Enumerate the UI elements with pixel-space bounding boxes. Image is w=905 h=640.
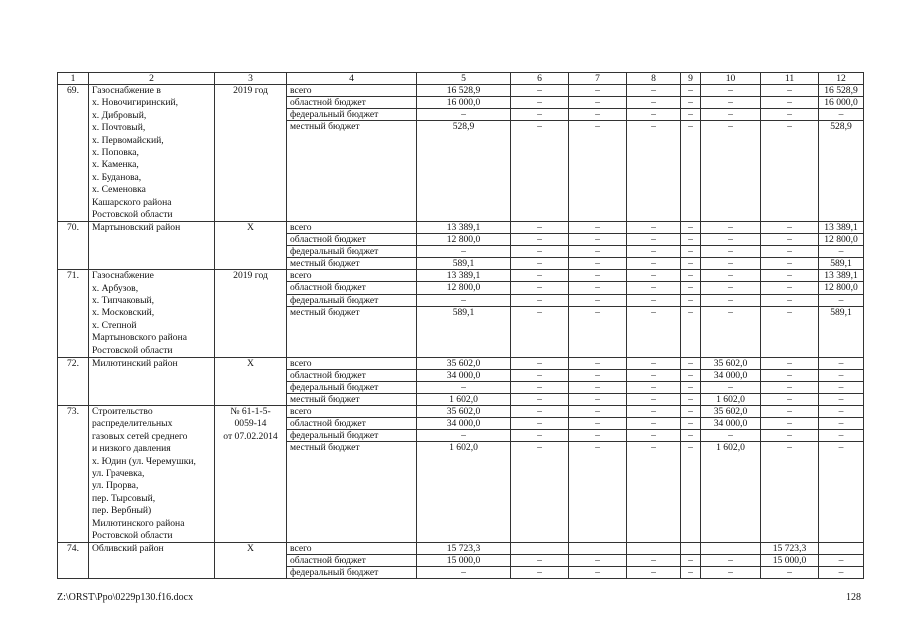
value-cell: – xyxy=(511,382,569,394)
object-name-line: и низкого давления xyxy=(92,443,171,455)
value-cell: – xyxy=(681,358,701,370)
value-cell: – xyxy=(681,282,701,294)
funding-source: всего xyxy=(287,85,417,97)
document-ref xyxy=(215,543,287,579)
value-cell: – xyxy=(627,306,681,357)
column-header: 9 xyxy=(681,73,701,85)
funding-source: местный бюджет xyxy=(287,442,417,543)
value-cell: – xyxy=(701,294,761,306)
value-cell: – xyxy=(627,430,681,442)
value-cell: 35 602,0 xyxy=(701,406,761,418)
value-cell: – xyxy=(569,394,627,406)
value-cell: – xyxy=(511,370,569,382)
value-cell: – xyxy=(819,430,864,442)
funding-source: областной бюджет xyxy=(287,418,417,430)
value-cell: – xyxy=(417,294,511,306)
document-ref-line: 0059-14 xyxy=(234,418,267,430)
value-cell: – xyxy=(627,282,681,294)
value-cell: – xyxy=(819,555,864,567)
value-cell: – xyxy=(701,555,761,567)
table-row xyxy=(58,222,864,234)
value-cell: – xyxy=(627,382,681,394)
value-cell: – xyxy=(761,394,819,406)
value-cell: 16 000,0 xyxy=(819,97,864,109)
document-ref-line: № 61-1-5- xyxy=(230,406,271,418)
value-cell: 16 528,9 xyxy=(417,85,511,97)
column-header: 12 xyxy=(819,73,864,85)
value-cell: – xyxy=(627,246,681,258)
column-header: 10 xyxy=(701,73,761,85)
value-cell: – xyxy=(511,234,569,246)
value-cell: – xyxy=(569,85,627,97)
value-cell: – xyxy=(761,282,819,294)
object-name-line: х. Семеновка xyxy=(92,184,146,196)
value-cell: – xyxy=(627,222,681,234)
object-name xyxy=(89,358,215,406)
value-cell: 15 000,0 xyxy=(417,555,511,567)
column-header: 7 xyxy=(569,73,627,85)
value-cell: 13 389,1 xyxy=(417,270,511,282)
value-cell xyxy=(701,543,761,555)
value-cell: – xyxy=(819,567,864,579)
value-cell: – xyxy=(569,246,627,258)
value-cell: – xyxy=(701,306,761,357)
value-cell: 1 602,0 xyxy=(701,442,761,543)
funding-source: всего xyxy=(287,406,417,418)
value-cell: – xyxy=(681,109,701,121)
value-cell: – xyxy=(819,294,864,306)
value-cell: – xyxy=(819,370,864,382)
funding-source: всего xyxy=(287,358,417,370)
budget-table xyxy=(57,72,864,579)
value-cell: – xyxy=(511,97,569,109)
funding-source: областной бюджет xyxy=(287,555,417,567)
object-name-line: х. Юдин (ул. Черемушки, xyxy=(92,455,196,467)
object-name-line: х. Почтовый, xyxy=(92,122,146,134)
value-cell: 13 389,1 xyxy=(819,270,864,282)
value-cell: 12 800,0 xyxy=(417,282,511,294)
value-cell: – xyxy=(761,442,819,543)
value-cell: 34 000,0 xyxy=(417,418,511,430)
document-ref xyxy=(215,85,287,222)
value-cell: – xyxy=(761,358,819,370)
value-cell: 15 723,3 xyxy=(417,543,511,555)
row-number: 73. xyxy=(58,406,89,543)
value-cell: – xyxy=(511,430,569,442)
value-cell: – xyxy=(819,418,864,430)
value-cell: – xyxy=(761,430,819,442)
value-cell: – xyxy=(511,394,569,406)
value-cell: 34 000,0 xyxy=(701,418,761,430)
value-cell: – xyxy=(417,109,511,121)
object-name-line: Ростовской области xyxy=(92,344,173,356)
value-cell: – xyxy=(681,121,701,222)
object-name-line: Мартыновский район xyxy=(92,222,181,234)
value-cell xyxy=(819,543,864,555)
value-cell: – xyxy=(819,394,864,406)
value-cell: – xyxy=(681,85,701,97)
object-name-line: Ростовской области xyxy=(92,529,173,541)
value-cell: – xyxy=(681,430,701,442)
funding-source: федеральный бюджет xyxy=(287,109,417,121)
value-cell: – xyxy=(681,394,701,406)
value-cell: – xyxy=(701,382,761,394)
funding-source: всего xyxy=(287,222,417,234)
funding-source: всего xyxy=(287,270,417,282)
table-row xyxy=(58,543,864,555)
value-cell: 35 602,0 xyxy=(417,358,511,370)
value-cell: – xyxy=(819,382,864,394)
object-name xyxy=(89,85,215,222)
document-ref-line: 2019 год xyxy=(233,270,268,282)
table-row xyxy=(58,270,864,282)
value-cell: – xyxy=(511,282,569,294)
value-cell: – xyxy=(627,358,681,370)
value-cell: – xyxy=(511,270,569,282)
object-name xyxy=(89,406,215,543)
value-cell: 528,9 xyxy=(417,121,511,222)
value-cell: – xyxy=(681,555,701,567)
value-cell: – xyxy=(627,370,681,382)
value-cell: – xyxy=(569,555,627,567)
value-cell: – xyxy=(761,406,819,418)
value-cell: – xyxy=(569,258,627,270)
value-cell: – xyxy=(761,246,819,258)
value-cell: – xyxy=(627,442,681,543)
value-cell: – xyxy=(681,382,701,394)
document-ref xyxy=(215,406,287,543)
value-cell: – xyxy=(569,442,627,543)
value-cell: – xyxy=(627,85,681,97)
value-cell: – xyxy=(761,97,819,109)
value-cell: – xyxy=(511,109,569,121)
value-cell: 16 000,0 xyxy=(417,97,511,109)
value-cell: 1 602,0 xyxy=(701,394,761,406)
header-row xyxy=(58,73,864,85)
funding-source: местный бюджет xyxy=(287,258,417,270)
object-name-line: Ростовской области xyxy=(92,208,173,220)
value-cell: – xyxy=(511,406,569,418)
object-name-line: Милютинского района xyxy=(92,517,185,529)
funding-source: всего xyxy=(287,543,417,555)
object-name-line: х. Каменка, xyxy=(92,159,139,171)
value-cell: – xyxy=(761,85,819,97)
value-cell xyxy=(569,543,627,555)
value-cell: – xyxy=(681,370,701,382)
value-cell: – xyxy=(511,246,569,258)
funding-source: федеральный бюджет xyxy=(287,382,417,394)
value-cell: – xyxy=(569,270,627,282)
object-name-line: х. Типчаковый, xyxy=(92,295,155,307)
value-cell: – xyxy=(681,270,701,282)
page-number: 128 xyxy=(846,592,861,603)
object-name-line: х. Московский, xyxy=(92,307,155,319)
object-name-line: х. Поповка, xyxy=(92,146,139,158)
value-cell: 34 000,0 xyxy=(701,370,761,382)
value-cell: – xyxy=(761,234,819,246)
object-name-line: ул. Прорва, xyxy=(92,480,139,492)
value-cell: – xyxy=(761,370,819,382)
object-name-line: Обливский район xyxy=(92,543,164,555)
value-cell: 589,1 xyxy=(417,306,511,357)
value-cell: – xyxy=(511,555,569,567)
value-cell: – xyxy=(701,258,761,270)
value-cell: – xyxy=(681,258,701,270)
object-name-line: распределительных xyxy=(92,418,173,430)
value-cell: – xyxy=(701,109,761,121)
funding-source: местный бюджет xyxy=(287,394,417,406)
value-cell: 589,1 xyxy=(819,258,864,270)
value-cell: – xyxy=(511,306,569,357)
value-cell: – xyxy=(627,234,681,246)
value-cell: – xyxy=(701,222,761,234)
column-header: 11 xyxy=(761,73,819,85)
value-cell xyxy=(511,543,569,555)
value-cell: – xyxy=(511,442,569,543)
funding-source: областной бюджет xyxy=(287,282,417,294)
value-cell: – xyxy=(627,294,681,306)
value-cell: – xyxy=(819,442,864,543)
value-cell: – xyxy=(511,567,569,579)
column-header: 6 xyxy=(511,73,569,85)
funding-source: областной бюджет xyxy=(287,97,417,109)
object-name xyxy=(89,270,215,358)
table-row xyxy=(58,358,864,370)
value-cell: – xyxy=(681,442,701,543)
value-cell: – xyxy=(627,406,681,418)
value-cell: – xyxy=(681,246,701,258)
value-cell: – xyxy=(569,567,627,579)
value-cell: 12 800,0 xyxy=(819,282,864,294)
funding-source: областной бюджет xyxy=(287,370,417,382)
funding-source: местный бюджет xyxy=(287,121,417,222)
value-cell: – xyxy=(417,246,511,258)
value-cell: 16 528,9 xyxy=(819,85,864,97)
object-name-line: х. Арбузов, xyxy=(92,282,139,294)
column-header: 3 xyxy=(215,73,287,85)
document-ref-line: 2019 год xyxy=(233,85,268,96)
value-cell: – xyxy=(761,294,819,306)
value-cell: – xyxy=(681,418,701,430)
value-cell: – xyxy=(627,97,681,109)
value-cell: – xyxy=(569,234,627,246)
value-cell: – xyxy=(681,306,701,357)
value-cell: – xyxy=(681,294,701,306)
column-header: 4 xyxy=(287,73,417,85)
value-cell: – xyxy=(701,246,761,258)
value-cell: – xyxy=(627,418,681,430)
column-header: 8 xyxy=(627,73,681,85)
value-cell: – xyxy=(701,282,761,294)
object-name-line: Строительство xyxy=(92,406,153,418)
funding-source: областной бюджет xyxy=(287,234,417,246)
value-cell: – xyxy=(701,234,761,246)
column-header: 1 xyxy=(58,73,89,85)
value-cell: – xyxy=(569,358,627,370)
value-cell: 35 602,0 xyxy=(701,358,761,370)
value-cell: 34 000,0 xyxy=(417,370,511,382)
object-name-line: Газоснабжение xyxy=(92,270,154,282)
value-cell: – xyxy=(761,306,819,357)
value-cell: – xyxy=(511,121,569,222)
object-name-line: х. Новочигиринский, xyxy=(92,97,179,109)
value-cell: – xyxy=(701,430,761,442)
value-cell xyxy=(681,543,701,555)
column-header: 5 xyxy=(417,73,511,85)
value-cell: – xyxy=(819,109,864,121)
object-name-line: Кашарского района xyxy=(92,196,172,208)
value-cell: – xyxy=(819,246,864,258)
value-cell: – xyxy=(701,97,761,109)
value-cell: 13 389,1 xyxy=(819,222,864,234)
row-number: 69. xyxy=(58,85,89,222)
value-cell: – xyxy=(417,382,511,394)
object-name-line: Милютинский район xyxy=(92,358,178,370)
value-cell: 15 000,0 xyxy=(761,555,819,567)
value-cell: – xyxy=(511,222,569,234)
funding-source: федеральный бюджет xyxy=(287,567,417,579)
value-cell: – xyxy=(681,97,701,109)
value-cell: – xyxy=(761,270,819,282)
document-ref-line: от 07.02.2014 xyxy=(223,430,278,442)
value-cell: – xyxy=(417,567,511,579)
object-name-line: х. Буданова, xyxy=(92,171,142,183)
value-cell: – xyxy=(569,406,627,418)
object-name-line: х. Степной xyxy=(92,319,137,331)
value-cell: – xyxy=(819,406,864,418)
value-cell: – xyxy=(701,567,761,579)
object-name-line: газовых сетей среднего xyxy=(92,430,188,442)
value-cell: – xyxy=(511,418,569,430)
value-cell: – xyxy=(569,121,627,222)
value-cell: – xyxy=(569,294,627,306)
document-ref-line: Х xyxy=(247,358,254,370)
value-cell: – xyxy=(511,294,569,306)
value-cell: – xyxy=(511,85,569,97)
document-ref-line: Х xyxy=(247,543,254,555)
document-ref xyxy=(215,358,287,406)
object-name-line: х. Дибровый, xyxy=(92,109,147,121)
value-cell: 528,9 xyxy=(819,121,864,222)
funding-source: федеральный бюджет xyxy=(287,430,417,442)
document-ref-line: Х xyxy=(247,222,254,234)
value-cell: 1 602,0 xyxy=(417,394,511,406)
value-cell: – xyxy=(627,270,681,282)
value-cell: – xyxy=(819,358,864,370)
value-cell: – xyxy=(569,282,627,294)
value-cell: – xyxy=(511,358,569,370)
value-cell: 12 800,0 xyxy=(819,234,864,246)
value-cell: – xyxy=(569,306,627,357)
document-ref xyxy=(215,222,287,270)
object-name xyxy=(89,543,215,579)
value-cell: – xyxy=(761,258,819,270)
value-cell: – xyxy=(681,234,701,246)
value-cell: – xyxy=(761,222,819,234)
value-cell: – xyxy=(681,222,701,234)
value-cell: 589,1 xyxy=(819,306,864,357)
value-cell xyxy=(627,543,681,555)
table-row xyxy=(58,406,864,418)
value-cell: – xyxy=(627,109,681,121)
column-header: 2 xyxy=(89,73,215,85)
document-ref xyxy=(215,270,287,358)
object-name-line: Мартыновского района xyxy=(92,332,188,344)
value-cell: 1 602,0 xyxy=(417,442,511,543)
value-cell: – xyxy=(511,258,569,270)
value-cell: – xyxy=(569,97,627,109)
value-cell: – xyxy=(627,258,681,270)
value-cell: – xyxy=(627,555,681,567)
value-cell: – xyxy=(569,430,627,442)
value-cell: – xyxy=(627,567,681,579)
object-name-line: ул. Грачевка, xyxy=(92,467,145,479)
value-cell: 13 389,1 xyxy=(417,222,511,234)
funding-source: местный бюджет xyxy=(287,306,417,357)
value-cell: – xyxy=(569,370,627,382)
value-cell: – xyxy=(569,222,627,234)
value-cell: – xyxy=(761,109,819,121)
funding-source: федеральный бюджет xyxy=(287,246,417,258)
value-cell: – xyxy=(417,430,511,442)
value-cell: – xyxy=(627,121,681,222)
file-path: Z:\ORST\Ppo\0229p130.f16.docx xyxy=(57,592,194,603)
row-number: 70. xyxy=(58,222,89,270)
value-cell: – xyxy=(627,394,681,406)
value-cell: 15 723,3 xyxy=(761,543,819,555)
value-cell: – xyxy=(761,418,819,430)
value-cell: – xyxy=(569,418,627,430)
value-cell: – xyxy=(761,567,819,579)
funding-source: федеральный бюджет xyxy=(287,294,417,306)
value-cell: – xyxy=(701,85,761,97)
object-name-line: пер. Вербный) xyxy=(92,505,152,517)
object-name xyxy=(89,222,215,270)
value-cell: – xyxy=(569,109,627,121)
object-name-line: пер. Тырсовый, xyxy=(92,492,156,504)
value-cell: – xyxy=(761,121,819,222)
row-number: 74. xyxy=(58,543,89,579)
value-cell: – xyxy=(681,567,701,579)
table-row xyxy=(58,85,864,97)
value-cell: 35 602,0 xyxy=(417,406,511,418)
value-cell: 589,1 xyxy=(417,258,511,270)
object-name-line: х. Первомайский, xyxy=(92,134,164,146)
row-number: 72. xyxy=(58,358,89,406)
value-cell: – xyxy=(701,121,761,222)
value-cell: 12 800,0 xyxy=(417,234,511,246)
value-cell: – xyxy=(681,406,701,418)
value-cell: – xyxy=(761,382,819,394)
row-number: 71. xyxy=(58,270,89,358)
value-cell: – xyxy=(701,270,761,282)
value-cell: – xyxy=(569,382,627,394)
object-name-line: Газоснабжение в xyxy=(92,85,161,96)
